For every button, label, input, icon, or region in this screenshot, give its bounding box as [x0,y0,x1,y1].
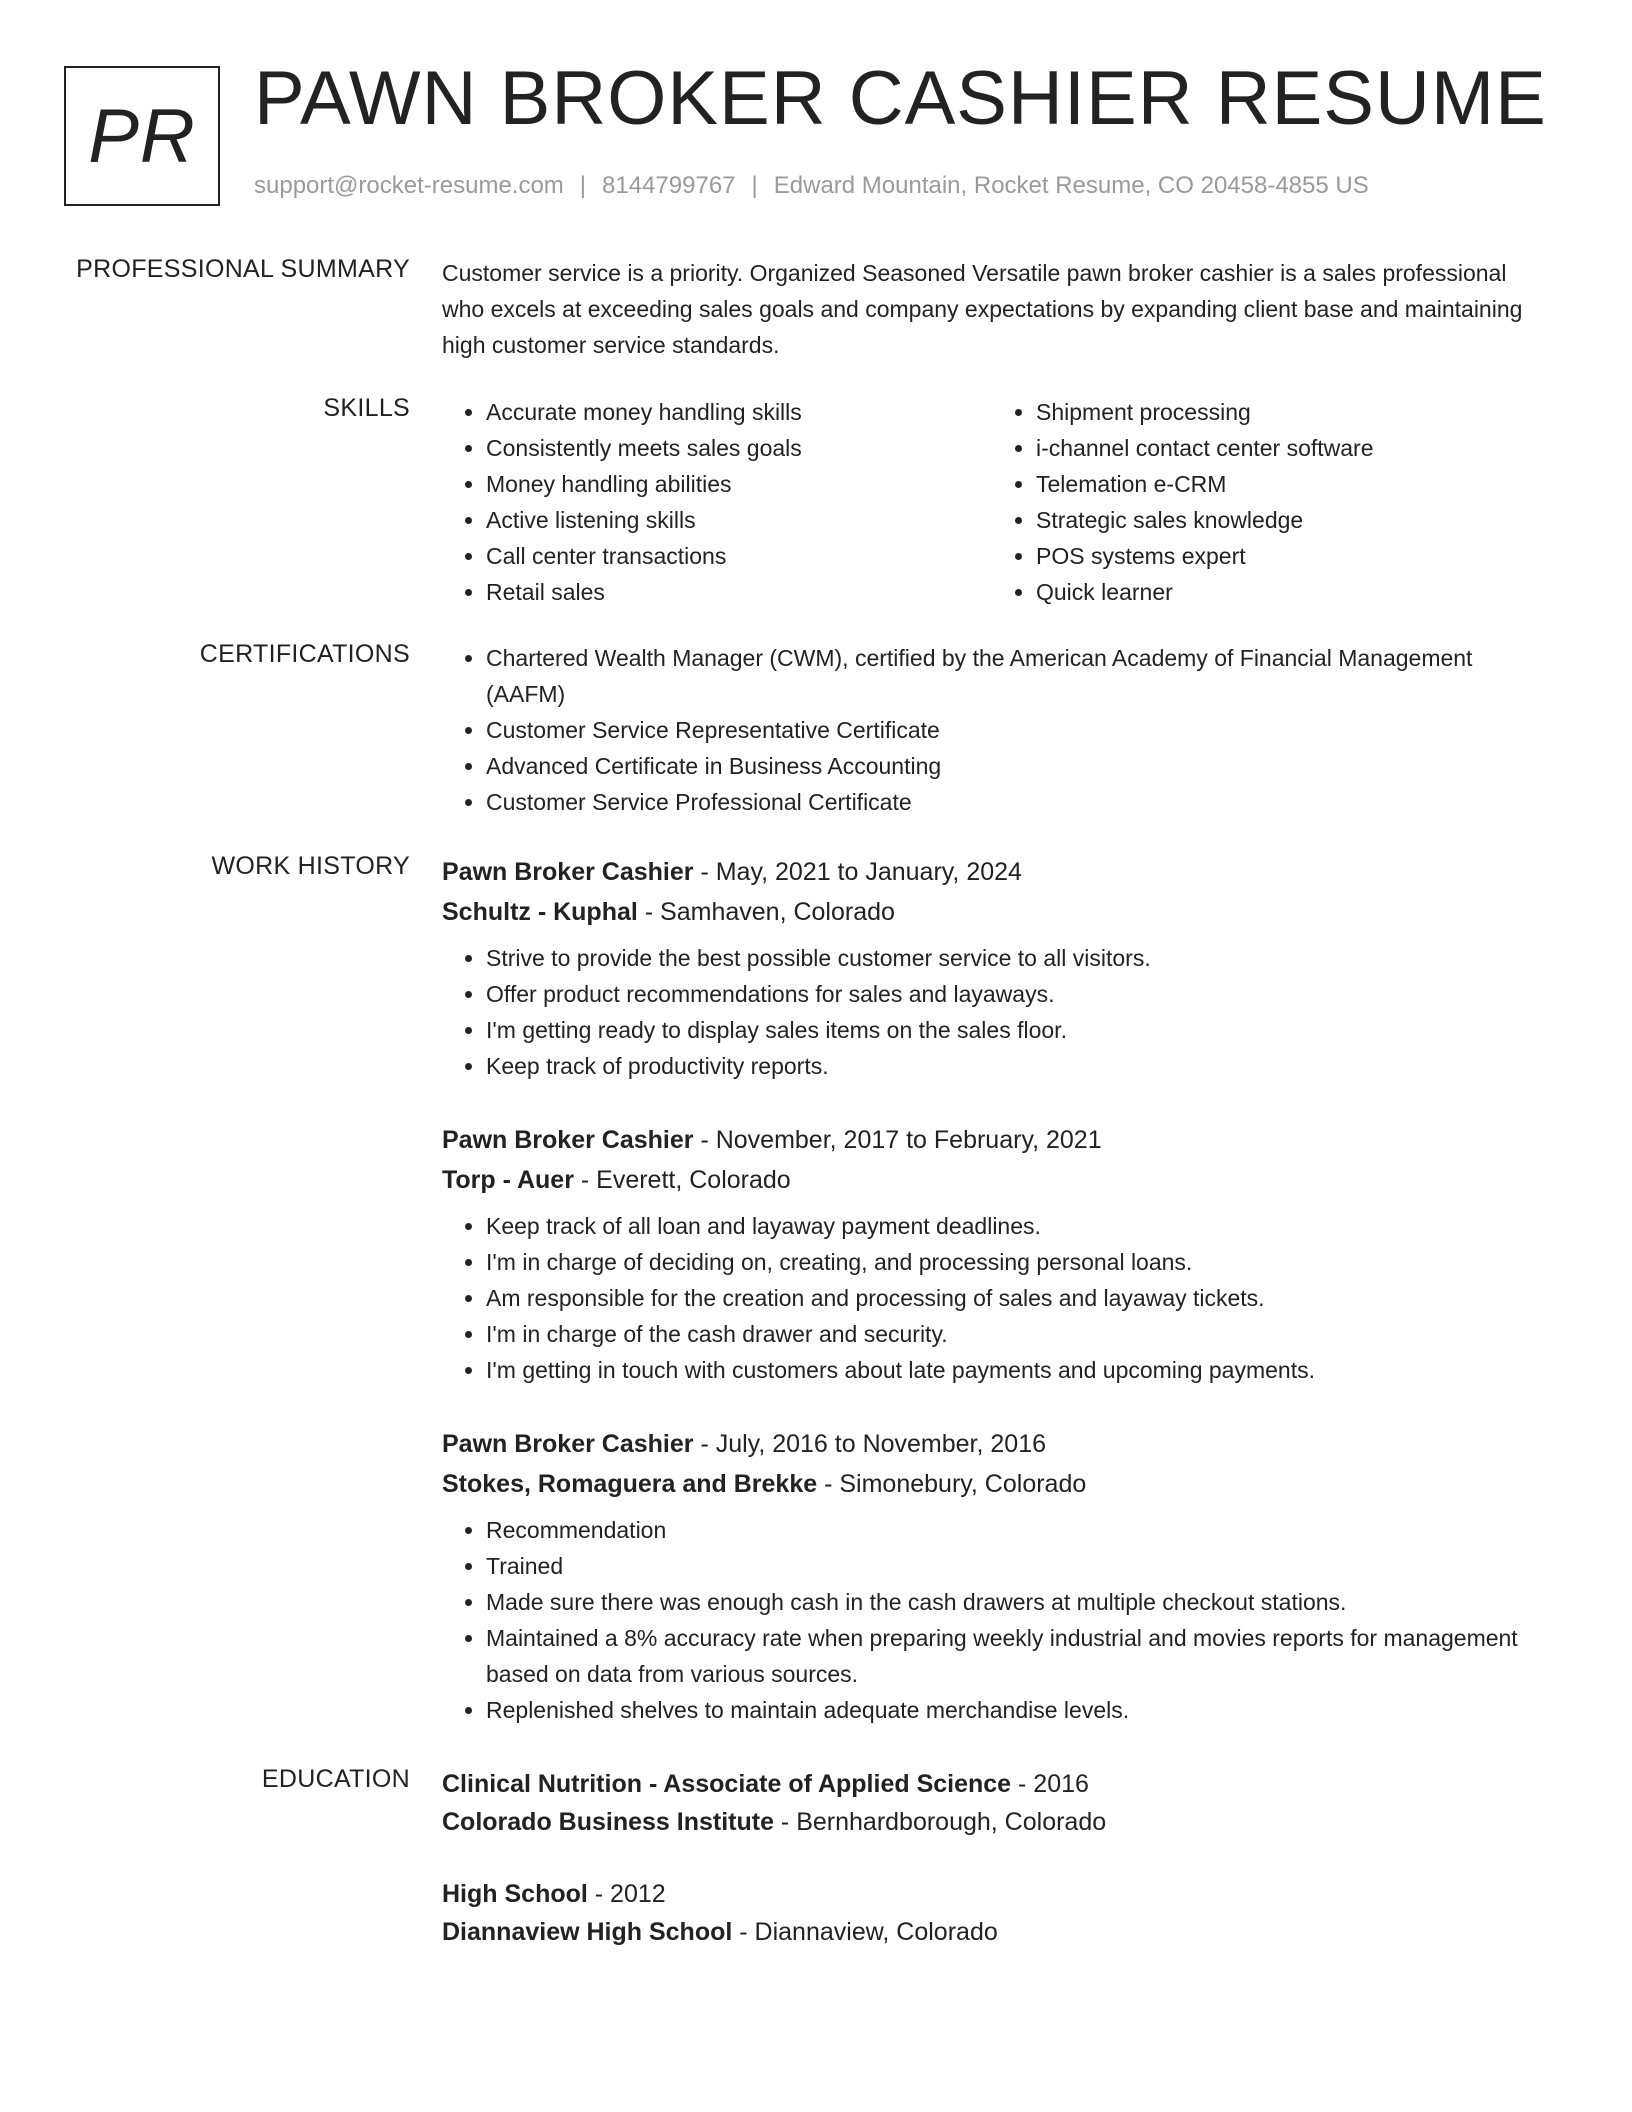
job-bullet: • Maintained a 8% accuracy rate when preparing weekly industrial and movies reports for management based on data from various sources. [486,1620,1542,1692]
job-location: - Everett, Colorado [573,1166,791,1194]
skill-item: • Retail sales [486,574,992,610]
education-location: - Diannaview, Colorado [732,1918,998,1946]
job-bullets [442,1512,1542,1728]
job-dates: - May, 2021 to January, 2024 [693,858,1022,886]
job-title-line [442,1424,1542,1464]
certifications-list [442,640,1542,820]
education-degree-line [442,1765,1542,1803]
job-company: Schultz - Kuphal [442,898,638,926]
skill-item: • i-channel contact center software [1036,430,1542,466]
job-entry [442,852,1542,1084]
certification-item: • Chartered Wealth Manager (CWM), certified by the American Academy of Financial Management (AAFM) [486,640,1542,712]
contact-phone[interactable]: 8144799767 [602,172,736,199]
contact-address: Edward Mountain, Rocket Resume, CO 20458-4855 US [773,172,1369,199]
education-entry [442,1875,1542,1951]
section-label-work-history: WORK HISTORY [211,852,410,880]
certification-item: • Customer Service Representative Certificate [486,712,1542,748]
contact-email[interactable]: support@rocket-resume.com [254,172,564,199]
job-dates: - November, 2017 to February, 2021 [693,1126,1102,1154]
job-title: Pawn Broker Cashier [442,1430,694,1458]
skill-item: • Active listening skills [486,502,992,538]
job-bullet: • I'm in charge of the cash drawer and security. [486,1316,1542,1352]
skills-column-right [992,394,1542,610]
summary-text: Customer service is a priority. Organized Seasoned Versatile pawn broker cashier is a sales professional who excels at exceeding sales goals and company expectations by expanding client base and maintaining high customer service standards. [442,260,1523,358]
skill-item: • Shipment processing [1036,394,1542,430]
job-title-line [442,852,1542,892]
job-entry [442,1424,1542,1728]
job-bullets [442,1208,1542,1388]
job-title-line [442,1120,1542,1160]
contact-separator: | [751,172,758,199]
education-year: - 2012 [587,1880,666,1908]
job-title: Pawn Broker Cashier [442,1126,694,1154]
job-bullet: • I'm in charge of deciding on, creating, and processing personal loans. [486,1244,1542,1280]
skill-item: • Consistently meets sales goals [486,430,992,466]
job-bullet: • Trained [486,1548,1542,1584]
job-bullet: • I'm getting ready to display sales items on the sales floor. [486,1012,1542,1048]
education-location: - Bernhardborough, Colorado [773,1808,1107,1836]
job-bullet: • Recommendation [486,1512,1542,1548]
job-title: Pawn Broker Cashier [442,858,694,886]
skill-item: • Telemation e-CRM [1036,466,1542,502]
education-degree: High School [442,1880,588,1908]
section-label-skills: SKILLS [323,394,410,422]
education-degree: Clinical Nutrition - Associate of Applied Science [442,1770,1012,1798]
skill-item: • Quick learner [1036,574,1542,610]
resume-title: PAWN BROKER CASHIER RESUME [254,56,1547,141]
section-label-certifications: CERTIFICATIONS [199,640,410,668]
contact-line [254,172,1369,200]
job-dates: - July, 2016 to November, 2016 [693,1430,1047,1458]
skill-item: • POS systems expert [1036,538,1542,574]
job-company: Torp - Auer [442,1166,574,1194]
monogram-badge [64,66,220,206]
job-location: - Simonebury, Colorado [817,1470,1087,1498]
skill-item: • Call center transactions [486,538,992,574]
education-entry [442,1765,1542,1841]
education-degree-line [442,1875,1542,1913]
monogram-text: PR [88,93,196,179]
certification-item: • Advanced Certificate in Business Accounting [486,748,1542,784]
job-entry [442,1120,1542,1388]
job-company-line [442,1160,1542,1200]
skill-item: • Strategic sales knowledge [1036,502,1542,538]
job-company: Stokes, Romaguera and Brekke [442,1470,818,1498]
section-label-education: EDUCATION [261,1765,410,1793]
job-bullet: • Am responsible for the creation and processing of sales and layaway tickets. [486,1280,1542,1316]
job-bullet: • I'm getting in touch with customers about late payments and upcoming payments. [486,1352,1542,1388]
job-bullet: • Keep track of productivity reports. [486,1048,1542,1084]
skill-item: • Money handling abilities [486,466,992,502]
education-school-line [442,1913,1542,1951]
job-bullet: • Replenished shelves to maintain adequate merchandise levels. [486,1692,1542,1728]
job-company-line [442,892,1542,932]
education-school: Diannaview High School [442,1918,733,1946]
section-label-summary: PROFESSIONAL SUMMARY [76,255,410,283]
job-bullets [442,940,1542,1084]
job-location: - Samhaven, Colorado [637,898,895,926]
skills-column-left [442,394,992,610]
contact-separator: | [579,172,587,199]
education-year: - 2016 [1011,1770,1089,1798]
job-bullet: • Keep track of all loan and layaway payment deadlines. [486,1208,1542,1244]
job-bullet: • Made sure there was enough cash in the cash drawers at multiple checkout stations. [486,1584,1542,1620]
job-bullet: • Strive to provide the best possible customer service to all visitors. [486,940,1542,976]
education-school: Colorado Business Institute [442,1808,774,1836]
job-company-line [442,1464,1542,1504]
job-bullet: • Offer product recommendations for sales and layaways. [486,976,1542,1012]
education-school-line [442,1803,1542,1841]
certification-item: • Customer Service Professional Certificate [486,784,1542,820]
skills-grid [442,394,1542,610]
skill-item: • Accurate money handling skills [486,394,992,430]
